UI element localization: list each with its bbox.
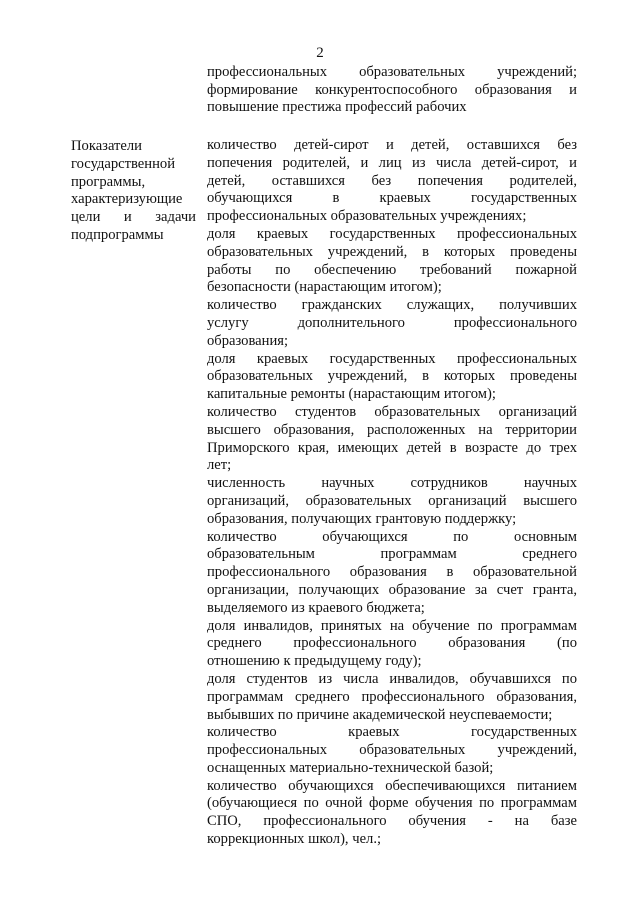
indicator-line: высшего образования, расположенных на территории xyxy=(207,421,577,438)
indicator-line: профессионального образования в образовательной xyxy=(207,564,577,581)
indicator-line: услугу дополнительного профессионального xyxy=(207,314,577,331)
indicator-item xyxy=(207,724,577,777)
indicator-line: попечения родителей, и лиц из числа детей-сирот, и xyxy=(207,154,577,171)
indicator-line: Приморского края, имеющих детей в возрасте до трех xyxy=(207,439,577,456)
indicator-line: образования, получающих грантовую поддержку; xyxy=(207,510,517,527)
intro-line: профессиональных образовательных учреждений; xyxy=(207,64,577,80)
indicator-line: численность научных сотрудников научных xyxy=(207,475,577,492)
label-line: Показатели xyxy=(71,138,142,154)
indicator-item xyxy=(207,618,577,671)
indicator-item xyxy=(207,226,577,297)
indicator-line: образовательных учреждений, в которых проведены xyxy=(207,243,577,260)
indicator-line: обучающихся в краевых государственных xyxy=(207,190,577,207)
indicator-line: СПО, профессионального обучения - на базе xyxy=(207,813,577,830)
indicator-line: выделяемого из краевого бюджета; xyxy=(207,599,425,616)
label-line: цели и задачи xyxy=(71,209,196,226)
indicator-line: образовательных учреждений, в которых проведены xyxy=(207,368,577,385)
indicator-line: капитальные ремонты (нарастающим итогом); xyxy=(207,386,496,403)
intro-line: повышение престижа профессий рабочих xyxy=(207,99,467,115)
intro-paragraph xyxy=(207,64,577,117)
intro-line: формирование конкурентоспособного образования и xyxy=(207,81,577,98)
indicator-item xyxy=(207,529,577,618)
indicator-item xyxy=(207,671,577,724)
indicator-line: профессиональных образовательных учреждений, xyxy=(207,742,577,759)
indicator-line: программам среднего профессионального образования, xyxy=(207,688,577,705)
indicator-line: количество обучающихся обеспечивающихся питанием xyxy=(207,777,577,794)
indicator-line: количество краевых государственных xyxy=(207,724,577,741)
label-line: государственной xyxy=(71,155,176,172)
indicator-line: организации, получающих образование за счет гранта, xyxy=(207,581,577,598)
indicator-line: безопасности (нарастающим итогом); xyxy=(207,279,442,296)
indicator-line: количество гражданских служащих, получивших xyxy=(207,297,577,314)
indicator-item xyxy=(207,351,577,404)
indicator-item xyxy=(207,297,577,350)
indicator-item xyxy=(207,778,577,849)
indicator-line: доля краевых государственных профессиональных xyxy=(207,350,577,367)
indicator-line: среднего профессионального образования (по xyxy=(207,635,577,652)
indicator-line: количество детей-сирот и детей, оставшихся без xyxy=(207,137,577,153)
label-line: характеризующие xyxy=(71,191,183,208)
indicator-line: количество студентов образовательных организаций xyxy=(207,403,577,420)
label-line: программы, xyxy=(71,173,146,190)
indicator-item xyxy=(207,475,577,528)
indicator-line: доля студентов из числа инвалидов, обучавшихся по xyxy=(207,670,577,687)
indicator-line: отношению к предыдущему году); xyxy=(207,653,422,670)
indicator-line: оснащенных материально-технической базой; xyxy=(207,759,494,776)
indicator-line: лет; xyxy=(207,457,232,474)
indicator-line: образовательным программам среднего xyxy=(207,546,577,563)
indicator-line: профессиональных образовательных учреждениях; xyxy=(207,208,527,225)
indicator-line: детей, оставшихся без попечения родителей, xyxy=(207,172,577,189)
indicator-line: образования; xyxy=(207,332,289,349)
indicator-line: доля краевых государственных профессиональных xyxy=(207,225,577,242)
indicator-line: организаций, образовательных организаций высшего xyxy=(207,492,577,509)
indicator-line: (обучающиеся по очной форме обучения по программам xyxy=(207,795,577,812)
indicator-item xyxy=(207,404,577,475)
indicator-line: количество обучающихся по основным xyxy=(207,528,577,545)
indicator-line: работы по обеспечению требований пожарной xyxy=(207,261,577,278)
indicator-line: коррекционных школ), чел.; xyxy=(207,831,382,848)
page-number: 2 xyxy=(316,45,324,61)
label-line: подпрограммы xyxy=(71,226,164,243)
indicators-list xyxy=(207,137,577,849)
indicator-line: выбывших по причине академической неуспеваемости; xyxy=(207,706,553,723)
indicator-item xyxy=(207,137,577,226)
indicator-line: доля инвалидов, принятых на обучение по программам xyxy=(207,617,577,634)
indicators-label xyxy=(71,138,196,245)
